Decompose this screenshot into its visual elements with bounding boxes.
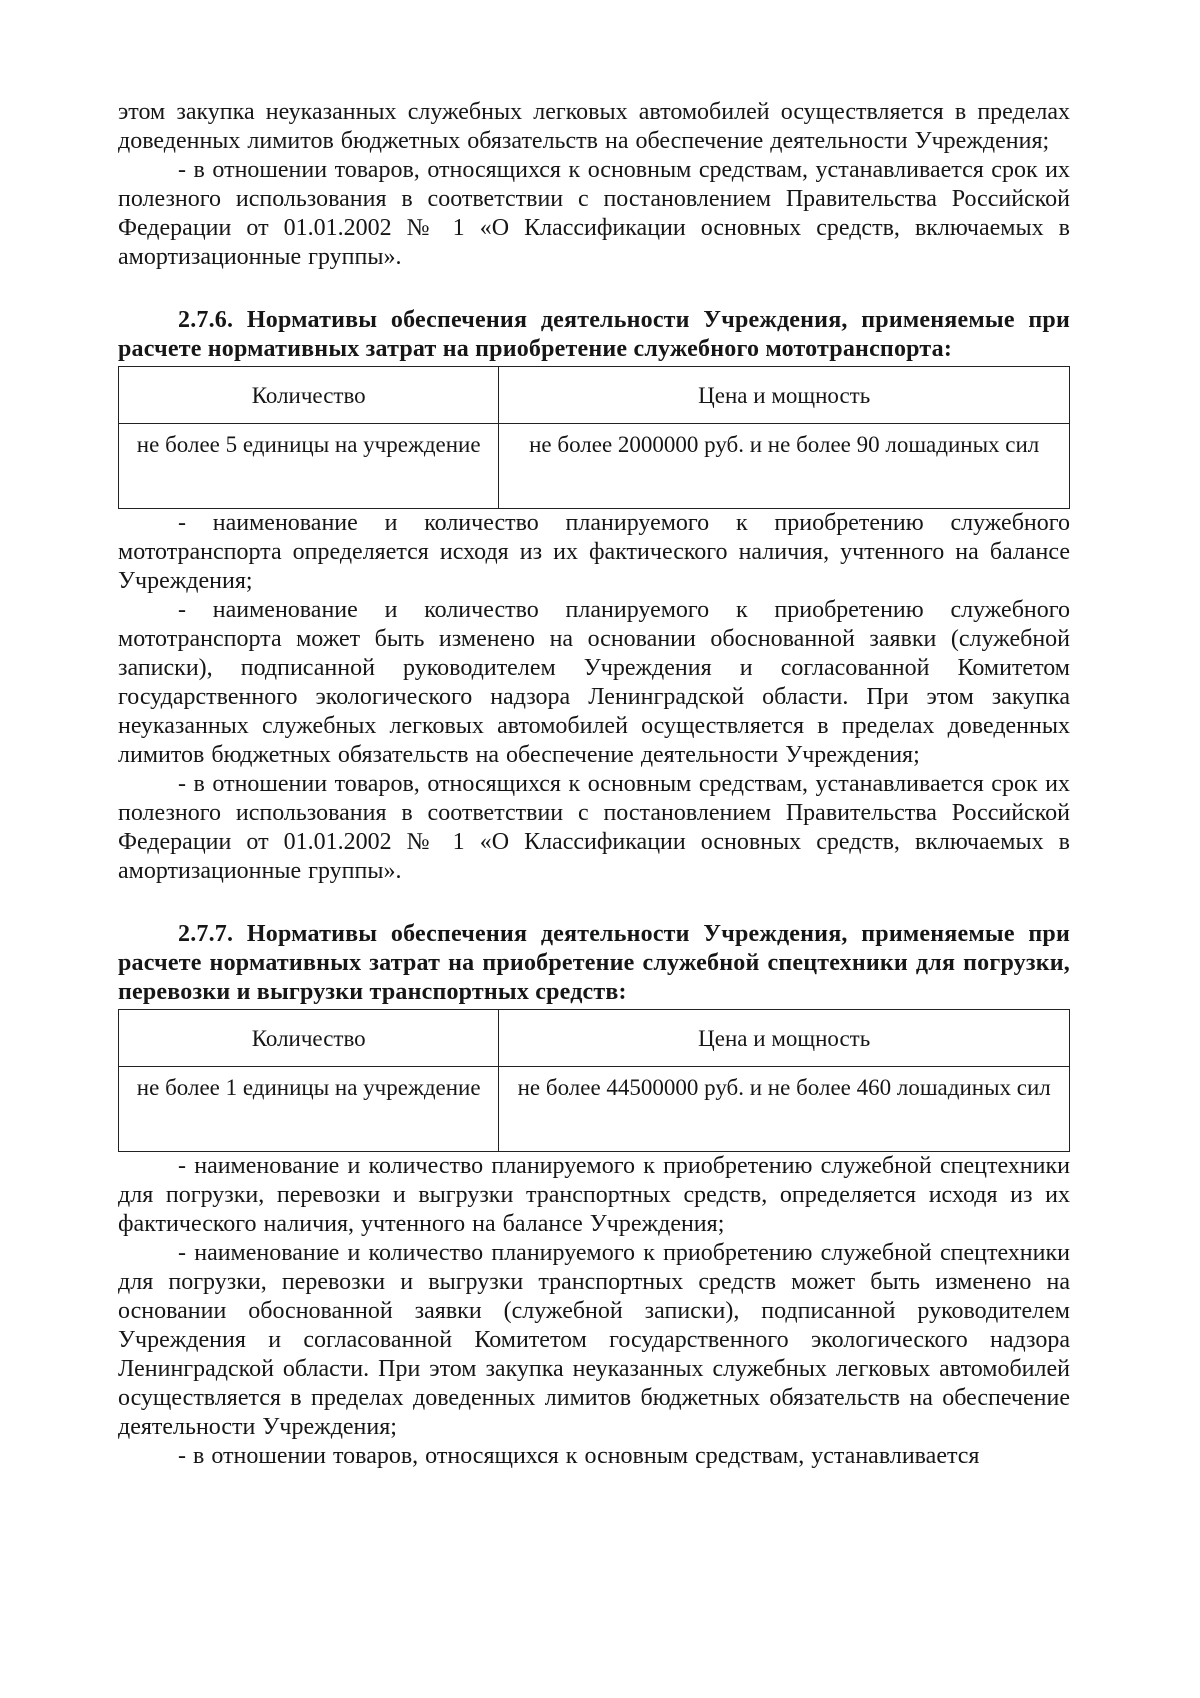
section-2-7-7-heading: 2.7.7. Нормативы обеспечения деятельности Учреждения, применяемые при расчете нормативных затрат на приобретение служебной спецтехники для погрузки, перевозки и выгрузки транспортных средств: [118, 921, 1070, 1005]
section-2-7-6-paragraph-1: - наименование и количество планируемого к приобретению служебного мототранспорта определяется исходя из их фактического наличия, учтенного на балансе Учреждения; [118, 510, 1070, 594]
cell-quantity: не более 1 единицы на учреждение [119, 1067, 499, 1152]
section-2-7-7-paragraph-3: - в отношении товаров, относящихся к основным средствам, устанавливается [178, 1443, 980, 1469]
document-page [118, 98, 1070, 1471]
column-header-price-power: Цена и мощность [499, 1010, 1070, 1067]
column-header-quantity: Количество [119, 367, 499, 424]
intro-paragraph-2: - в отношении товаров, относящихся к основным средствам, устанавливается срок их полезного использования в соответствии с постановлением Правительства Российской Федерации от 01.01.2002 № 1 «О Классификации основных средств, включаемых в амортизационные группы». [118, 157, 1070, 270]
cell-price-power: не более 2000000 руб. и не более 90 лошадиных сил [499, 424, 1070, 509]
table-header-row [119, 1010, 1070, 1067]
section-2-7-7-table [118, 1009, 1070, 1152]
section-2-7-7-paragraph-2: - наименование и количество планируемого к приобретению служебной спецтехники для погрузки, перевозки и выгрузки транспортных средств может быть изменено на основании обоснованной заявки (служебной записки), подписанной руководителем Учреждения и согласованной Комитетом государственного экологического надзора Ленинградской области. При этом закупка неуказанных служебных легковых автомобилей осуществляется в пределах доведенных лимитов бюджетных обязательств на обеспечение деятельности Учреждения; [118, 1240, 1070, 1440]
cell-quantity: не более 5 единицы на учреждение [119, 424, 499, 509]
cell-price-power: не более 44500000 руб. и не более 460 лошадиных сил [499, 1067, 1070, 1152]
section-2-7-6-paragraph-2: - наименование и количество планируемого к приобретению служебного мототранспорта может быть изменено на основании обоснованной заявки (служебной записки), подписанной руководителем Учреждения и согласованной Комитетом государственного экологического надзора Ленинградской области. При этом закупка неуказанных служебных легковых автомобилей осуществляется в пределах доведенных лимитов бюджетных обязательств на обеспечение деятельности Учреждения; [118, 597, 1070, 768]
section-2-7-6-paragraph-3: - в отношении товаров, относящихся к основным средствам, устанавливается срок их полезного использования в соответствии с постановлением Правительства Российской Федерации от 01.01.2002 № 1 «О Классификации основных средств, включаемых в амортизационные группы». [118, 771, 1070, 884]
intro-paragraph-1: этом закупка неуказанных служебных легковых автомобилей осуществляется в пределах доведенных лимитов бюджетных обязательств на обеспечение деятельности Учреждения; [118, 99, 1070, 154]
section-2-7-7 [118, 920, 1070, 1471]
column-header-price-power: Цена и мощность [499, 367, 1070, 424]
table-header-row [119, 367, 1070, 424]
table-row [119, 1067, 1070, 1152]
table-row [119, 424, 1070, 509]
section-2-7-6-table [118, 366, 1070, 509]
section-2-7-7-paragraph-1: - наименование и количество планируемого к приобретению служебной спецтехники для погрузки, перевозки и выгрузки транспортных средств, определяется исходя из их фактического наличия, учтенного на балансе Учреждения; [118, 1153, 1070, 1237]
column-header-quantity: Количество [119, 1010, 499, 1067]
section-2-7-6-heading: 2.7.6. Нормативы обеспечения деятельности Учреждения, применяемые при расчете нормативных затрат на приобретение служебного мототранспорта: [118, 307, 1070, 362]
section-2-7-6 [118, 306, 1070, 886]
